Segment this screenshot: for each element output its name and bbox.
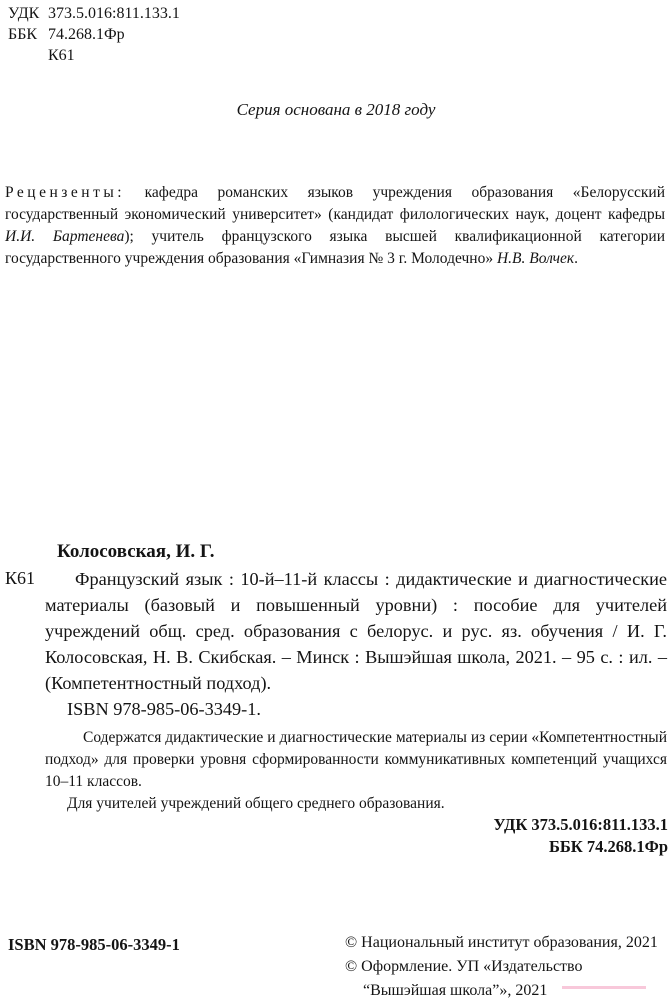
udk-top-row — [8, 3, 180, 24]
catalog-description: Французский язык : 10-й–11-й классы : дидактические и диагностические материалы (базовый и повышенный уровни) : пособие для учителей учреждений общ. сред. образования с белорус. и рус. яз. обучения / И. Г. Колосовская, Н. В. Скибская. – Минск : Вышэйшая школа, 2021. – 95 с. : ил. – (Компетентностный подход). — [45, 569, 667, 693]
footer-isbn: ISBN 978-985-06-3349-1 — [8, 935, 180, 954]
copyright-block — [345, 931, 671, 1003]
catalog-author-heading: Колосовская, И. Г. — [57, 541, 215, 562]
reviewers-paragraph — [5, 182, 665, 270]
reviewers-text-3: . — [574, 249, 579, 267]
annotation-summary: Содержатся дидактические и диагностические материалы из серии «Компетентностный подход» для проверки уровня сформированности коммуникативных компетенций учащихся 10–11 классов. — [45, 729, 667, 790]
reviewer-name-1: И.И. Бартенева — [5, 227, 125, 245]
udk-value: 373.5.016:811.133.1 — [48, 5, 180, 22]
bbk-label: ББК — [8, 26, 38, 43]
annotation-audience: Для учителей учреждений общего среднего образования. — [67, 795, 445, 812]
bbk-bottom: ББК 74.268.1Фр — [548, 837, 668, 856]
catalog-card — [45, 566, 667, 722]
reviewers-text-1: кафедра романских языков учреждения образования «Белорусский государственный экономический университет» (кандидат филологических наук, доцент кафедры — [5, 183, 665, 223]
copyright-line-publisher: “Вышэйшая школа”», 2021 — [363, 982, 548, 999]
reviewers-label: Рецензенты: — [5, 183, 126, 201]
series-note: Серия основана в 2018 году — [236, 100, 436, 119]
copyright-line-design: © Оформление. УП «Издательство — [345, 958, 583, 975]
bbk-value: 74.268.1Фр — [48, 26, 125, 43]
catalog-isbn: ISBN 978-985-06-3349-1. — [67, 699, 261, 719]
classification-right-block — [494, 814, 668, 858]
copyright-line-institute: © Национальный институт образования, 2021 — [345, 934, 658, 951]
catalog-entry-code: К61 — [5, 568, 36, 588]
annotation-block — [45, 727, 667, 815]
udk-label: УДК — [8, 5, 40, 22]
top-classification-block — [8, 3, 180, 66]
udk-bottom: УДК 373.5.016:811.133.1 — [493, 815, 668, 834]
reviewer-name-2: Н.В. Волчек — [496, 249, 575, 267]
bbk-top-row — [8, 24, 180, 45]
scan-artifact-pink-line — [562, 986, 646, 989]
reviewers-text-2: ); учитель французского языка высшей квалификационной категории государственного учреждения образования «Гимназия № 3 г. Молодечно» — [5, 227, 666, 267]
author-sign-code: К61 — [48, 47, 75, 64]
